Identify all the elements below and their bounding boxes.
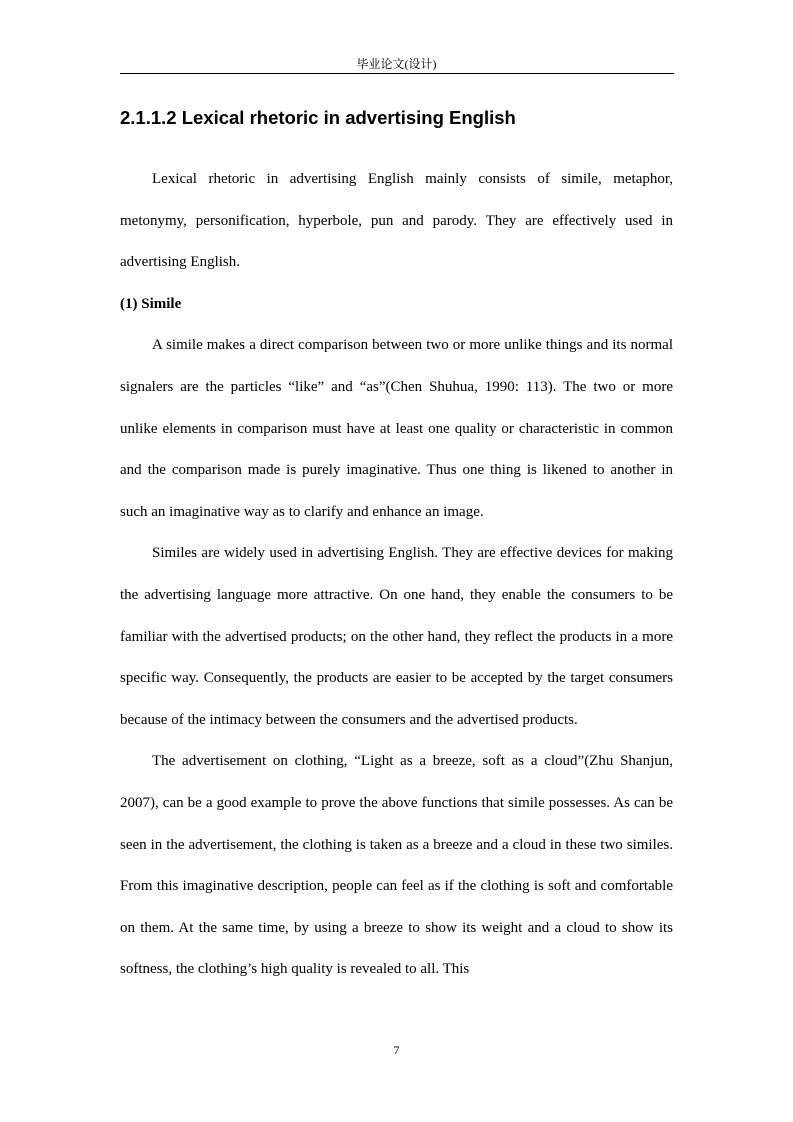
page-header: 毕业论文(设计): [356, 57, 437, 71]
header-divider: [120, 73, 674, 74]
intro-paragraph: Lexical rhetoric in advertising English mainly consists of simile, metaphor, metonymy, personification, hyperbole, pun and parody. They are effectively used in advertising English.: [120, 171, 673, 271]
page-number: 7: [393, 1043, 400, 1057]
body-text: [120, 159, 673, 991]
paragraph-simile-example: The advertisement on clothing, “Light as a breeze, soft as a cloud”(Zhu Shanjun, 2007), can be a good example to prove the above functions that simile possesses. As can be seen in the advertisement, the clothing is taken as a breeze and a cloud in these two similes. From this imaginative description, people can feel as if the clothing is soft and comfortable on them. At the same time, by using a breeze to show its weight and a cloud to show its softness, the clothing’s high quality is revealed to all. This: [120, 753, 673, 978]
paragraph-simile-definition: A simile makes a direct comparison between two or more unlike things and its normal signalers are the particles “like” and “as”(Chen Shuhua, 1990: 113). The two or more unlike elements in comparison must have at least one quality or characteristic in common and the comparison made is purely imaginative. Thus one thing is likened to another in such an imaginative way as to clarify and enhance an image.: [120, 337, 673, 520]
subsection-title: (1) Simile: [120, 295, 182, 312]
paragraph-simile-usage: Similes are widely used in advertising English. They are effective devices for making the advertising language more attractive. On one hand, they enable the consumers to be familiar with the advertised products; on the other hand, they reflect the products in a more specific way. Consequently, the products are easier to be accepted by the target consumers because of the intimacy between the consumers and the advertised products.: [120, 545, 673, 728]
section-heading: 2.1.1.2 Lexical rhetoric in advertising English: [120, 107, 516, 128]
